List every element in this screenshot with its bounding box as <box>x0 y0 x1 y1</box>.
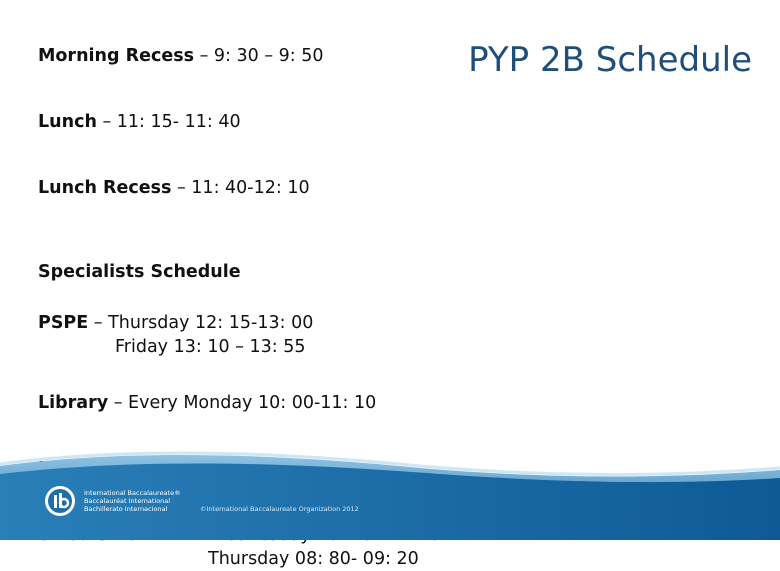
pspe-line <box>38 311 518 335</box>
library-line <box>38 391 518 415</box>
lunch-line <box>38 110 518 134</box>
lunch-time: – 11: 15- 11: 40 <box>96 112 241 132</box>
morning-recess-line <box>38 44 518 68</box>
ib-logo-line: International Baccalaureate® <box>84 489 181 497</box>
pspe-friday: Friday 13: 10 – 13: 55 <box>115 337 306 357</box>
pspe-label: PSPE <box>38 313 89 333</box>
morning-recess-time: – 9: 30 – 9: 50 <box>194 46 324 66</box>
ib-logo-line: Bachillerato Internacional <box>84 505 168 513</box>
ib-logo-text <box>84 489 181 513</box>
specialists-heading: Specialists Schedule <box>38 262 241 282</box>
lunch-recess-line <box>38 176 518 200</box>
lunch-recess-time: – 11: 40-12: 10 <box>171 178 310 198</box>
lunch-recess-label: Lunch Recess <box>38 178 172 198</box>
swedish-thursday: Thursday 08: 80- 09: 20 <box>208 549 419 569</box>
library-time: – Every Monday 10: 00-11: 10 <box>108 393 377 413</box>
morning-recess-label: Morning Recess <box>38 46 195 66</box>
pspe-thursday: – Thursday 12: 15-13: 00 <box>88 313 314 333</box>
copyright-text: ©International Baccalaureate Organization 2012 <box>200 505 359 513</box>
library-label: Library <box>38 393 109 413</box>
ib-logo-line: Baccalauréat International <box>84 497 171 505</box>
slide-title: PYP 2B Schedule <box>468 40 752 80</box>
ib-logo-icon <box>44 485 76 517</box>
lunch-label: Lunch <box>38 112 97 132</box>
